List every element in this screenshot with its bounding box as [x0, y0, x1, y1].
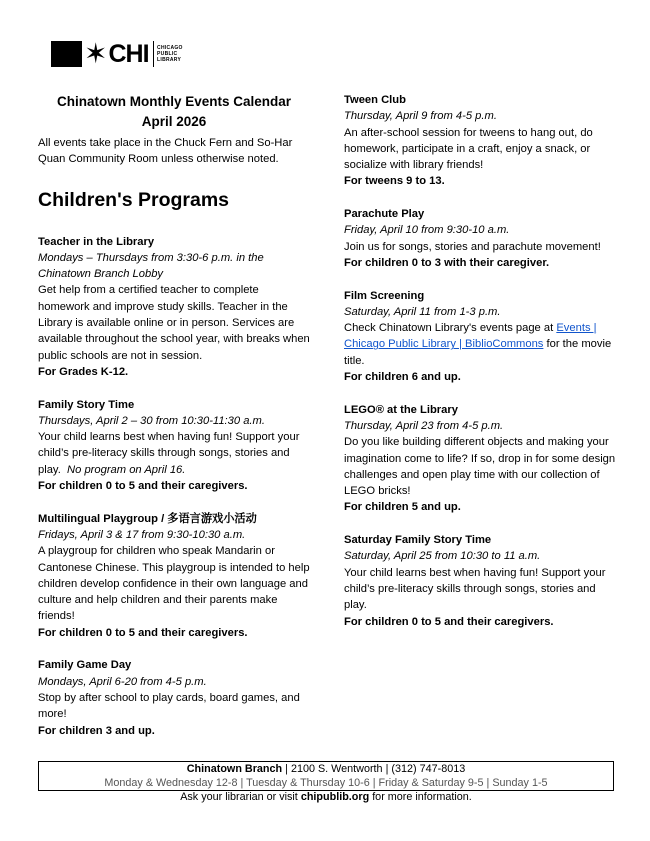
logo-line-3: LIBRARY	[157, 57, 182, 63]
event-audience: For tweens 9 to 13.	[344, 175, 445, 188]
event-when: Saturday, April 25 from 10:30 to 11 a.m.	[344, 550, 541, 563]
logo-black-bar	[51, 41, 82, 67]
event-when: Fridays, April 3 & 17 from 9:30-10:30 a.m.	[38, 528, 246, 541]
event-description: Do you like building different objects and making your imagination come to life? If so, drop in for some design challenges and open play time with our collection of LEGO bricks!	[344, 436, 616, 498]
footer-note	[38, 790, 614, 804]
event-when: Thursday, April 9 from 4-5 p.m.	[344, 110, 497, 123]
event-audience: For children 0 to 3 with their caregiver.	[344, 256, 550, 269]
website-link[interactable]: chipublib.org	[300, 791, 370, 803]
event-when: Thursday, April 23 from 4-5 p.m.	[344, 419, 504, 432]
event-audience: For children 3 and up.	[38, 724, 155, 737]
event-title: Multilingual Playgroup / 多语言游戏小活动	[38, 512, 257, 525]
event-description: Join us for songs, stories and parachute movement!	[344, 240, 601, 253]
event-family-story-time	[38, 397, 310, 495]
event-audience: For children 0 to 5 and their caregivers.	[344, 615, 554, 628]
calendar-month: April 2026	[141, 114, 207, 129]
event-family-game-day	[38, 657, 310, 738]
branch-address: 2100 S. Wentworth	[290, 763, 383, 775]
event-when: Thursdays, April 2 – 30 from 10:30-11:30 a.m.	[38, 414, 265, 427]
chicago-star-icon: ✶	[84, 38, 108, 69]
event-description	[38, 429, 310, 478]
event-description-post: for the movie title.	[344, 338, 612, 367]
branch-name: Chinatown Branch	[186, 763, 283, 775]
event-when: Mondays – Thursdays from 3:30-6 p.m. in the Chinatown Branch Lobby	[38, 251, 264, 281]
logo-chi-mark: CHI	[108, 40, 149, 68]
event-audience: For children 5 and up.	[344, 501, 461, 514]
event-title: Saturday Family Story Time	[344, 534, 492, 547]
event-teacher-in-the-library	[38, 234, 310, 381]
event-title: Parachute Play	[344, 208, 425, 221]
event-saturday-family-story-time	[344, 532, 616, 630]
event-title: Film Screening	[344, 289, 425, 302]
event-when: Mondays, April 6-20 from 4-5 p.m.	[38, 675, 207, 688]
event-audience: For children 6 and up.	[344, 371, 461, 384]
footer-note-pre: Ask your librarian or visit	[180, 791, 298, 803]
logo-line-1: CHICAGO	[157, 45, 183, 51]
calendar-intro: All events take place in the Chuck Fern and So-Har Quan Community Room unless otherwise noted.	[38, 137, 293, 166]
event-audience: For children 0 to 5 and their caregivers.	[38, 626, 248, 639]
event-title: Teacher in the Library	[38, 235, 155, 248]
event-description: An after-school session for tweens to hang out, do homework, participate in a craft, enjoy a snack, or socialize with library friends!	[344, 126, 593, 172]
event-description-text: Your child learns best when having fun! Support your child’s pre-literacy skills through songs, stories and play.	[38, 431, 300, 476]
event-description: A playgroup for children who speak Mandarin or Cantonese Chinese. This playgroup is intended to help children develop confidence in their own language and culture and help children and their parents make friends!	[38, 545, 310, 623]
event-tween-club	[344, 92, 616, 190]
calendar-title: Chinatown Monthly Events Calendar	[56, 94, 292, 109]
right-column	[344, 92, 616, 646]
branch-info-box	[38, 761, 614, 791]
event-multilingual-playgroup	[38, 511, 310, 641]
event-description: Stop by after school to play cards, board games, and more!	[38, 691, 300, 721]
event-description	[344, 320, 616, 369]
event-when: Friday, April 10 from 9:30-10 a.m.	[344, 224, 510, 237]
event-audience: For children 0 to 5 and their caregivers.	[38, 480, 248, 493]
logo-library-text	[157, 45, 183, 63]
event-film-screening	[344, 288, 616, 386]
event-lego-at-the-library	[344, 402, 616, 516]
event-when: Saturday, April 11 from 1-3 p.m.	[344, 305, 501, 318]
event-description-note: No program on April 16.	[67, 463, 186, 476]
event-title: LEGO® at the Library	[344, 403, 458, 416]
branch-contact-line: Chinatown Branch | 2100 S. Wentworth | (312) 747-8013	[186, 763, 466, 775]
event-description: Get help from a certified teacher to complete homework and improve study skills. Teacher in the Library is available online or in person. Services are available throughout the school year, with breaks when public schools are not in session.	[38, 284, 310, 362]
event-description: Your child learns best when having fun! Support your child’s pre-literacy skills through songs, stories and play.	[344, 566, 606, 612]
logo-divider	[153, 41, 155, 67]
footer-note-post: for more information.	[372, 791, 472, 803]
event-title: Family Game Day	[38, 659, 132, 672]
left-column	[38, 92, 310, 755]
chicago-public-library-logo	[51, 38, 183, 69]
bibliocommons-events-link[interactable]: Events | Chicago Public Library | BiblioCommons	[344, 322, 597, 351]
branch-phone: (312) 747-8013	[391, 763, 466, 775]
event-audience: For Grades K-12.	[38, 365, 129, 378]
event-title: Family Story Time	[38, 398, 135, 411]
logo-line-2: PUBLIC	[157, 51, 178, 57]
branch-hours: Monday & Wednesday 12-8 | Tuesday & Thursday 10-6 | Friday & Saturday 9-5 | Sunday 1-5	[104, 777, 548, 789]
event-description-pre: Check Chinatown Library's events page at	[344, 322, 554, 335]
event-parachute-play	[344, 206, 616, 271]
section-title: Children's Programs	[38, 188, 230, 211]
event-title: Tween Club	[344, 94, 406, 106]
